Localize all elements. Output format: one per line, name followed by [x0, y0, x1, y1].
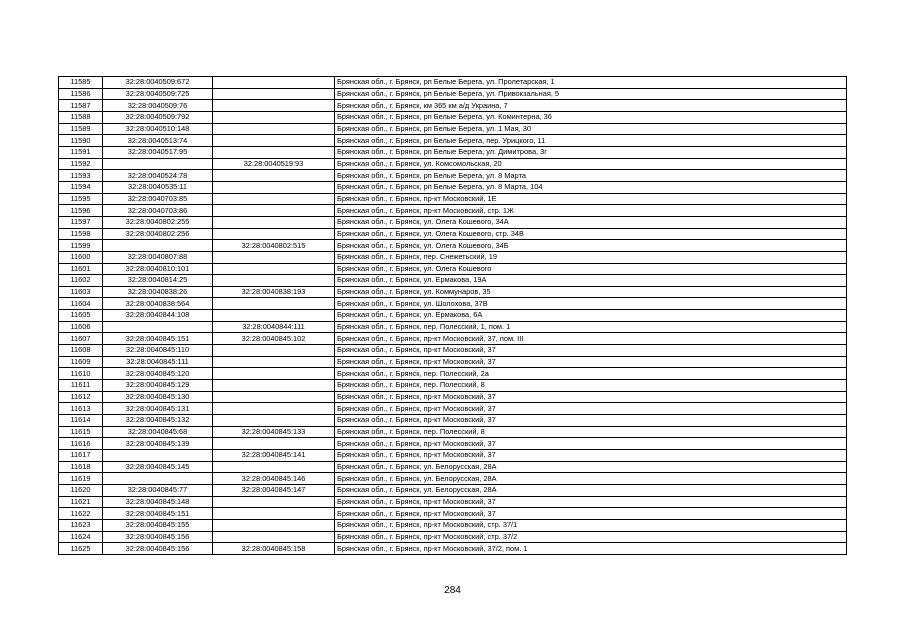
- cadastral-number-secondary-cell: [213, 251, 335, 263]
- row-number-cell: 11621: [59, 496, 103, 508]
- cadastral-number-secondary-cell: [213, 111, 335, 123]
- address-cell: Брянская обл., г. Брянск, ул. Комсомольская, 20: [335, 158, 847, 170]
- address-cell: Брянская обл., г. Брянск, пр-кт Московский, 37: [335, 496, 847, 508]
- row-number-cell: 11605: [59, 310, 103, 322]
- address-cell: Брянская обл., г. Брянск, пер. Снежетьский, 19: [335, 251, 847, 263]
- table-row: [59, 88, 847, 100]
- address-cell: Брянская обл., г. Брянск, рп Белые Берега, пер. Урицкого, 11: [335, 135, 847, 147]
- cadastral-number-secondary-cell: [213, 181, 335, 193]
- address-cell: Брянская обл., г. Брянск, км 365 км а/д Украина, 7: [335, 100, 847, 112]
- cadastral-number-secondary-cell: [213, 368, 335, 380]
- table-row: [59, 391, 847, 403]
- address-cell: Брянская обл., г. Брянск, ул. Ермакова, 19А: [335, 275, 847, 287]
- row-number-cell: 11613: [59, 403, 103, 415]
- table-row: [59, 368, 847, 380]
- row-number-cell: 11592: [59, 158, 103, 170]
- cadastral-number-cell: 32:28:0040845:139: [103, 438, 213, 450]
- cadastral-table: [58, 76, 847, 555]
- cadastral-number-cell: 32:28:0040845:155: [103, 519, 213, 531]
- address-cell: Брянская обл., г. Брянск, пр-кт Московский, 37: [335, 415, 847, 427]
- table-row: [59, 426, 847, 438]
- table-row: [59, 461, 847, 473]
- cadastral-number-cell: [103, 473, 213, 485]
- address-cell: Брянская обл., г. Брянск, пр-кт Московский, 37: [335, 391, 847, 403]
- row-number-cell: 11588: [59, 111, 103, 123]
- cadastral-number-secondary-cell: [213, 461, 335, 473]
- cadastral-number-cell: 32:28:0040509:792: [103, 111, 213, 123]
- table-row: [59, 450, 847, 462]
- row-number-cell: 11600: [59, 251, 103, 263]
- address-cell: Брянская обл., г. Брянск, ул. Олега Кошевого, стр. 34В: [335, 228, 847, 240]
- row-number-cell: 11604: [59, 298, 103, 310]
- cadastral-number-cell: [103, 450, 213, 462]
- row-number-cell: 11620: [59, 484, 103, 496]
- cadastral-number-secondary-cell: [213, 508, 335, 520]
- table-body: [59, 77, 847, 555]
- address-cell: Брянская обл., г. Брянск, пр-кт Московский, 37: [335, 508, 847, 520]
- row-number-cell: 11617: [59, 450, 103, 462]
- cadastral-number-secondary-cell: 32:28:0040844:111: [213, 321, 335, 333]
- row-number-cell: 11611: [59, 380, 103, 392]
- cadastral-number-cell: 32:28:0040845:129: [103, 380, 213, 392]
- table-row: [59, 111, 847, 123]
- cadastral-number-secondary-cell: [213, 298, 335, 310]
- cadastral-number-cell: 32:28:0040845:151: [103, 508, 213, 520]
- address-cell: Брянская обл., г. Брянск, пр-кт Московский, 37, пом. III: [335, 333, 847, 345]
- cadastral-number-cell: 32:28:0040810:101: [103, 263, 213, 275]
- table-row: [59, 170, 847, 182]
- table-row: [59, 181, 847, 193]
- cadastral-number-secondary-cell: [213, 77, 335, 89]
- cadastral-number-secondary-cell: 32:28:0040845:133: [213, 426, 335, 438]
- table-row: [59, 123, 847, 135]
- table-row: [59, 216, 847, 228]
- table-row: [59, 508, 847, 520]
- address-cell: Брянская обл., г. Брянск, рп Белые Берега, ул. 8 Марта: [335, 170, 847, 182]
- address-cell: Брянская обл., г. Брянск, ул. Ермакова, 6А: [335, 310, 847, 322]
- cadastral-number-secondary-cell: [213, 135, 335, 147]
- cadastral-number-secondary-cell: [213, 193, 335, 205]
- table-row: [59, 240, 847, 252]
- cadastral-number-secondary-cell: [213, 356, 335, 368]
- table-row: [59, 380, 847, 392]
- table-row: [59, 193, 847, 205]
- cadastral-number-cell: 32:28:0040845:77: [103, 484, 213, 496]
- cadastral-number-secondary-cell: [213, 100, 335, 112]
- row-number-cell: 11623: [59, 519, 103, 531]
- cadastral-number-cell: 32:28:0040845:120: [103, 368, 213, 380]
- row-number-cell: 11590: [59, 135, 103, 147]
- address-cell: Брянская обл., г. Брянск, пр-кт Московский, стр. 1Ж: [335, 205, 847, 217]
- row-number-cell: 11593: [59, 170, 103, 182]
- address-cell: Брянская обл., г. Брянск, ул. Олега Кошевого, 34А: [335, 216, 847, 228]
- cadastral-number-cell: 32:28:0040703:86: [103, 205, 213, 217]
- table-row: [59, 146, 847, 158]
- address-cell: Брянская обл., г. Брянск, ул. Олега Кошевого, 34Б: [335, 240, 847, 252]
- page-number: 284: [444, 585, 461, 596]
- row-number-cell: 11598: [59, 228, 103, 240]
- cadastral-number-secondary-cell: [213, 310, 335, 322]
- address-cell: Брянская обл., г. Брянск, пр-кт Московский, 37: [335, 450, 847, 462]
- row-number-cell: 11587: [59, 100, 103, 112]
- row-number-cell: 11602: [59, 275, 103, 287]
- table-row: [59, 484, 847, 496]
- cadastral-number-secondary-cell: [213, 391, 335, 403]
- row-number-cell: 11607: [59, 333, 103, 345]
- address-cell: Брянская обл., г. Брянск, рп Белые Берега, ул. Коминтерна, 36: [335, 111, 847, 123]
- cadastral-number-cell: 32:28:0040845:132: [103, 415, 213, 427]
- address-cell: Брянская обл., г. Брянск, ул. Коммунаров, 35: [335, 286, 847, 298]
- row-number-cell: 11594: [59, 181, 103, 193]
- cadastral-number-secondary-cell: [213, 216, 335, 228]
- cadastral-number-cell: 32:28:0040845:130: [103, 391, 213, 403]
- row-number-cell: 11612: [59, 391, 103, 403]
- cadastral-number-secondary-cell: 32:28:0040845:158: [213, 543, 335, 555]
- address-cell: Брянская обл., г. Брянск, рп Белые Берега, ул. Пролетарская, 1: [335, 77, 847, 89]
- row-number-cell: 11591: [59, 146, 103, 158]
- cadastral-number-cell: 32:28:0040844:108: [103, 310, 213, 322]
- cadastral-number-secondary-cell: [213, 496, 335, 508]
- table-row: [59, 158, 847, 170]
- cadastral-number-cell: 32:28:0040814:25: [103, 275, 213, 287]
- cadastral-number-cell: 32:28:0040845:145: [103, 461, 213, 473]
- table-row: [59, 356, 847, 368]
- cadastral-number-cell: 32:28:0040509:725: [103, 88, 213, 100]
- row-number-cell: 11608: [59, 345, 103, 357]
- address-cell: Брянская обл., г. Брянск, пер. Полесский, 2а: [335, 368, 847, 380]
- address-cell: Брянская обл., г. Брянск, пр-кт Московский, 1Е: [335, 193, 847, 205]
- table-row: [59, 205, 847, 217]
- cadastral-number-cell: 32:28:0040845:156: [103, 543, 213, 555]
- cadastral-number-cell: 32:28:0040807:88: [103, 251, 213, 263]
- address-cell: Брянская обл., г. Брянск, пер. Полесский, 8: [335, 380, 847, 392]
- table-row: [59, 77, 847, 89]
- cadastral-number-cell: 32:28:0040845:68: [103, 426, 213, 438]
- table-row: [59, 403, 847, 415]
- address-cell: Брянская обл., г. Брянск, пр-кт Московский, 37: [335, 345, 847, 357]
- cadastral-number-secondary-cell: 32:28:0040845:146: [213, 473, 335, 485]
- cadastral-number-secondary-cell: [213, 531, 335, 543]
- table-row: [59, 228, 847, 240]
- row-number-cell: 11596: [59, 205, 103, 217]
- table-row: [59, 100, 847, 112]
- row-number-cell: 11603: [59, 286, 103, 298]
- address-cell: Брянская обл., г. Брянск, ул. Олега Кошевого: [335, 263, 847, 275]
- address-cell: Брянская обл., г. Брянск, пр-кт Московский, 37: [335, 403, 847, 415]
- address-cell: Брянская обл., г. Брянск, пр-кт Московский, стр. 37/2: [335, 531, 847, 543]
- row-number-cell: 11618: [59, 461, 103, 473]
- table-row: [59, 496, 847, 508]
- cadastral-number-cell: 32:28:0040509:76: [103, 100, 213, 112]
- row-number-cell: 11619: [59, 473, 103, 485]
- row-number-cell: 11585: [59, 77, 103, 89]
- address-cell: Брянская обл., г. Брянск, ул. Белорусская, 28А: [335, 484, 847, 496]
- address-cell: Брянская обл., г. Брянск, рп Белые Берега, ул. 8 Марта, 104: [335, 181, 847, 193]
- row-number-cell: 11625: [59, 543, 103, 555]
- cadastral-number-secondary-cell: [213, 275, 335, 287]
- cadastral-number-secondary-cell: [213, 519, 335, 531]
- table-row: [59, 321, 847, 333]
- cadastral-number-cell: 32:28:0040535:11: [103, 181, 213, 193]
- table-row: [59, 473, 847, 485]
- cadastral-number-secondary-cell: [213, 438, 335, 450]
- cadastral-number-cell: 32:28:0040838:564: [103, 298, 213, 310]
- address-cell: Брянская обл., г. Брянск, пр-кт Московский, стр. 37/1: [335, 519, 847, 531]
- cadastral-number-secondary-cell: [213, 146, 335, 158]
- table-row: [59, 263, 847, 275]
- cadastral-number-secondary-cell: 32:28:0040845:147: [213, 484, 335, 496]
- row-number-cell: 11599: [59, 240, 103, 252]
- cadastral-number-cell: 32:28:0040517:95: [103, 146, 213, 158]
- row-number-cell: 11622: [59, 508, 103, 520]
- row-number-cell: 11601: [59, 263, 103, 275]
- row-number-cell: 11615: [59, 426, 103, 438]
- cadastral-number-cell: 32:28:0040845:156: [103, 531, 213, 543]
- address-cell: Брянская обл., г. Брянск, пр-кт Московский, 37: [335, 438, 847, 450]
- row-number-cell: 11595: [59, 193, 103, 205]
- cadastral-number-secondary-cell: [213, 415, 335, 427]
- cadastral-number-cell: [103, 321, 213, 333]
- cadastral-number-secondary-cell: [213, 403, 335, 415]
- table-row: [59, 135, 847, 147]
- address-cell: Брянская обл., г. Брянск, ул. Шолохова, 37В: [335, 298, 847, 310]
- cadastral-number-secondary-cell: 32:28:0040838:193: [213, 286, 335, 298]
- table-row: [59, 251, 847, 263]
- table-row: [59, 298, 847, 310]
- table-row: [59, 333, 847, 345]
- cadastral-number-secondary-cell: 32:28:0040802:515: [213, 240, 335, 252]
- address-cell: Брянская обл., г. Брянск, пер. Полесский, 8: [335, 426, 847, 438]
- row-number-cell: 11616: [59, 438, 103, 450]
- cadastral-number-cell: [103, 240, 213, 252]
- cadastral-number-secondary-cell: [213, 228, 335, 240]
- address-cell: Брянская обл., г. Брянск, ул. Белорусская, 28А: [335, 461, 847, 473]
- cadastral-number-cell: [103, 158, 213, 170]
- table-row: [59, 415, 847, 427]
- cadastral-number-cell: 32:28:0040845:110: [103, 345, 213, 357]
- cadastral-number-secondary-cell: [213, 123, 335, 135]
- cadastral-number-cell: 32:28:0040838:26: [103, 286, 213, 298]
- cadastral-number-secondary-cell: [213, 380, 335, 392]
- table-row: [59, 345, 847, 357]
- cadastral-number-cell: 32:28:0040802:256: [103, 228, 213, 240]
- row-number-cell: 11609: [59, 356, 103, 368]
- row-number-cell: 11589: [59, 123, 103, 135]
- cadastral-number-secondary-cell: [213, 263, 335, 275]
- address-cell: Брянская обл., г. Брянск, ул. Белорусская, 28А: [335, 473, 847, 485]
- cadastral-number-cell: 32:28:0040802:255: [103, 216, 213, 228]
- row-number-cell: 11586: [59, 88, 103, 100]
- cadastral-number-secondary-cell: [213, 170, 335, 182]
- address-cell: Брянская обл., г. Брянск, рп Белые Берега, ул. 1 Мая, 30: [335, 123, 847, 135]
- table-row: [59, 275, 847, 287]
- address-cell: Брянская обл., г. Брянск, пер. Полесский, 1, пом. 1: [335, 321, 847, 333]
- row-number-cell: 11597: [59, 216, 103, 228]
- table-row: [59, 286, 847, 298]
- cadastral-number-cell: 32:28:0040510:148: [103, 123, 213, 135]
- cadastral-number-cell: 32:28:0040845:148: [103, 496, 213, 508]
- table-row: [59, 310, 847, 322]
- cadastral-number-secondary-cell: [213, 88, 335, 100]
- address-cell: Брянская обл., г. Брянск, рп Белые Берега, ул. Димитрова, 3г: [335, 146, 847, 158]
- address-cell: Брянская обл., г. Брянск, пр-кт Московский, 37: [335, 356, 847, 368]
- cadastral-number-cell: 32:28:0040509:672: [103, 77, 213, 89]
- cadastral-number-secondary-cell: 32:28:0040519:93: [213, 158, 335, 170]
- cadastral-number-secondary-cell: 32:28:0040845:141: [213, 450, 335, 462]
- cadastral-number-cell: 32:28:0040524:78: [103, 170, 213, 182]
- table-row: [59, 531, 847, 543]
- table-row: [59, 543, 847, 555]
- table-row: [59, 438, 847, 450]
- cadastral-number-cell: 32:28:0040513:74: [103, 135, 213, 147]
- cadastral-number-cell: 32:28:0040703:85: [103, 193, 213, 205]
- cadastral-number-cell: 32:28:0040845:131: [103, 403, 213, 415]
- cadastral-number-cell: 32:28:0040845:151: [103, 333, 213, 345]
- table-row: [59, 519, 847, 531]
- cadastral-number-secondary-cell: [213, 205, 335, 217]
- address-cell: Брянская обл., г. Брянск, пр-кт Московский, 37/2, пом. 1: [335, 543, 847, 555]
- address-cell: Брянская обл., г. Брянск, рп Белые Берега, ул. Привокзальная, 5: [335, 88, 847, 100]
- row-number-cell: 11614: [59, 415, 103, 427]
- row-number-cell: 11624: [59, 531, 103, 543]
- cadastral-number-secondary-cell: [213, 345, 335, 357]
- row-number-cell: 11606: [59, 321, 103, 333]
- cadastral-number-secondary-cell: 32:28:0040845:102: [213, 333, 335, 345]
- row-number-cell: 11610: [59, 368, 103, 380]
- cadastral-number-cell: 32:28:0040845:111: [103, 356, 213, 368]
